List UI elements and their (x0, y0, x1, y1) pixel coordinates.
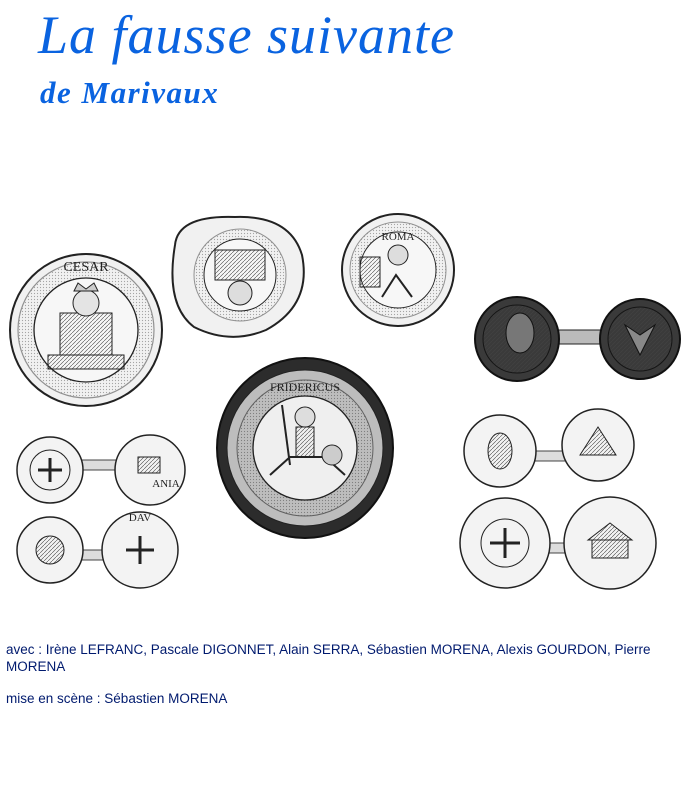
coin-group-bottom-left (17, 435, 185, 588)
coin-inscription: ROMA (381, 231, 415, 243)
coin-group-bottom-right (460, 409, 656, 589)
coin-castle-broken (172, 217, 303, 337)
page-title: La fausse suivante (38, 5, 455, 65)
coin-inscription: DAV (128, 512, 152, 524)
director-credit: mise en scène : Sébastien MORENA (6, 691, 228, 706)
cast-credits: avec : Irène LEFRANC, Pascale DIGONNET, Alain SERRA, Sébastien MORENA, Alexis GOURDON, Pierre MORENA (6, 642, 651, 674)
page-subtitle: de Marivaux (40, 75, 220, 110)
coin-king-bracteate (10, 254, 162, 406)
coin-inscription: ANIA (152, 478, 180, 490)
coin-fridericus-seal (217, 358, 393, 538)
coin-roman-pair (475, 297, 680, 381)
coin-inscription: CESAR (63, 260, 109, 275)
coins-illustration (0, 205, 700, 605)
coin-inscription: FRIDERICUS (269, 380, 341, 394)
coin-rider-seal (342, 214, 454, 326)
